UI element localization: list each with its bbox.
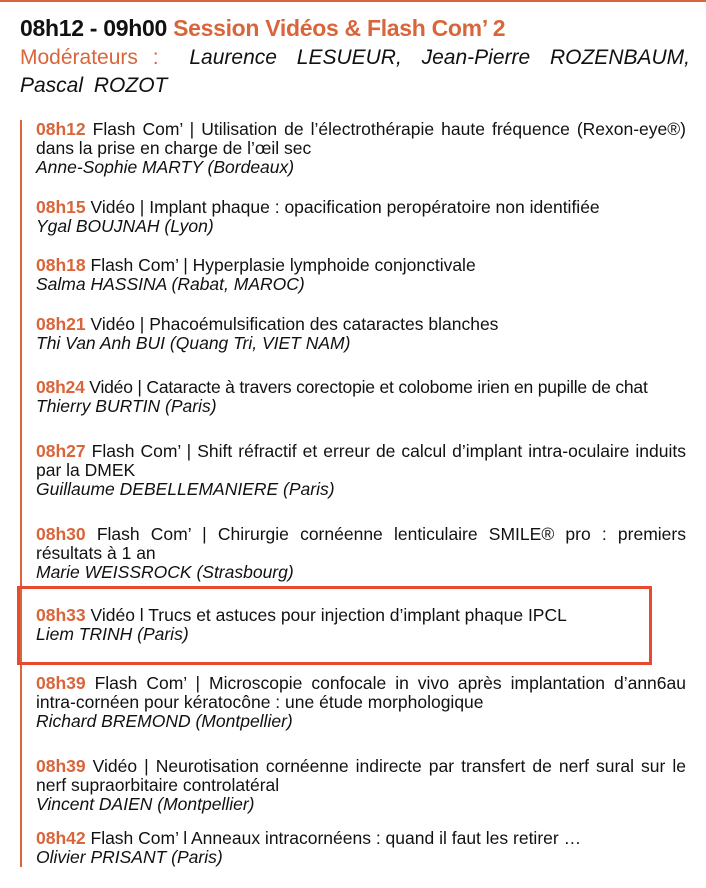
session-name: Session Vidéos & Flash Com’ 2: [173, 15, 506, 41]
talk-time: 08h39: [36, 673, 86, 693]
talk-item: [36, 674, 686, 731]
talk-time: 08h18: [36, 255, 86, 275]
moderators-names: Laurence LESUEUR, Jean-Pierre ROZENBAUM, Pascal ROZOT: [20, 46, 690, 97]
moderators-label: Modérateurs :: [20, 46, 159, 69]
talk-item: [36, 198, 686, 236]
talk-speaker: Olivier PRISANT (Paris): [36, 847, 223, 867]
talk-item: [36, 256, 686, 294]
talk-time: 08h21: [36, 314, 86, 334]
talk-speaker: Thierry BURTIN (Paris): [36, 396, 217, 416]
moderators: [20, 44, 690, 100]
talk-speaker: Marie WEISSROCK (Strasbourg): [36, 562, 294, 582]
talk-time: 08h42: [36, 828, 86, 848]
talk-speaker: Thi Van Anh BUI (Quang Tri, VIET NAM): [36, 333, 351, 353]
talk-speaker: Liem TRINH (Paris): [36, 624, 189, 644]
talk-title: Flash Com’ | Chirurgie cornéenne lenticulaire SMILE® pro : premiers résultats à 1 an: [36, 524, 686, 563]
talk-speaker: Ygal BOUJNAH (Lyon): [36, 216, 214, 236]
session-header: [20, 12, 690, 100]
talk-speaker: Salma HASSINA (Rabat, MAROC): [36, 274, 305, 294]
talk-time: 08h33: [36, 605, 86, 625]
talk-title: Vidéo | Implant phaque : opacification peropératoire non identifiée: [90, 197, 600, 217]
talk-item: [36, 829, 686, 867]
talk-item: [36, 315, 686, 353]
highlight-box: [17, 586, 652, 665]
talk-title: Flash Com’ | Utilisation de l’électrothérapie haute fréquence (Rexon-eye®) dans la prise en charge de l’œil sec: [36, 119, 686, 158]
talk-title: Vidéo | Cataracte à travers corectopie et colobome irien en pupille de chat: [89, 377, 648, 397]
talk-title: Vidéo | Phacoémulsification des cataractes blanches: [90, 314, 499, 334]
talk-title: Vidéo l Trucs et astuces pour injection d’implant phaque IPCL: [90, 605, 567, 625]
top-accent-rule: [0, 0, 706, 2]
session-time-range: 08h12 - 09h00: [20, 15, 167, 41]
talk-time: 08h27: [36, 441, 86, 461]
talk-title: Flash Com’ l Anneaux intracornéens : quand il faut les retirer …: [90, 828, 582, 848]
talk-item: [36, 525, 686, 582]
talk-speaker: Anne-Sophie MARTY (Bordeaux): [36, 157, 295, 177]
talk-time: 08h30: [36, 524, 86, 544]
talk-item: [36, 442, 686, 499]
talk-time: 08h12: [36, 119, 86, 139]
talk-title: Vidéo | Neurotisation cornéenne indirecte par transfert de nerf sural sur le nerf supraorbitaire controlatéral: [36, 756, 686, 795]
talk-time: 08h24: [36, 377, 85, 397]
talk-speaker: Vincent DAIEN (Montpellier): [36, 794, 255, 814]
talk-title: Flash Com’ | Microscopie confocale in vivo après implantation d’ann6au intra-cornéen pour kératocône : une étude morphologique: [36, 673, 686, 712]
talk-item: [36, 378, 686, 416]
talk-speaker: Guillaume DEBELLEMANIERE (Paris): [36, 479, 335, 499]
session-title: [20, 12, 690, 44]
talk-time: 08h39: [36, 756, 86, 776]
talk-time: 08h15: [36, 197, 86, 217]
talk-item: [36, 757, 686, 814]
talk-title: Flash Com’ | Hyperplasie lymphoide conjonctivale: [90, 255, 476, 275]
talk-title: Flash Com’ | Shift réfractif et erreur de calcul d’implant intra-oculaire induits par la DMEK: [36, 441, 686, 480]
program-timeline: [20, 120, 688, 867]
talk-item: [36, 120, 686, 177]
talk-speaker: Richard BREMOND (Montpellier): [36, 711, 293, 731]
